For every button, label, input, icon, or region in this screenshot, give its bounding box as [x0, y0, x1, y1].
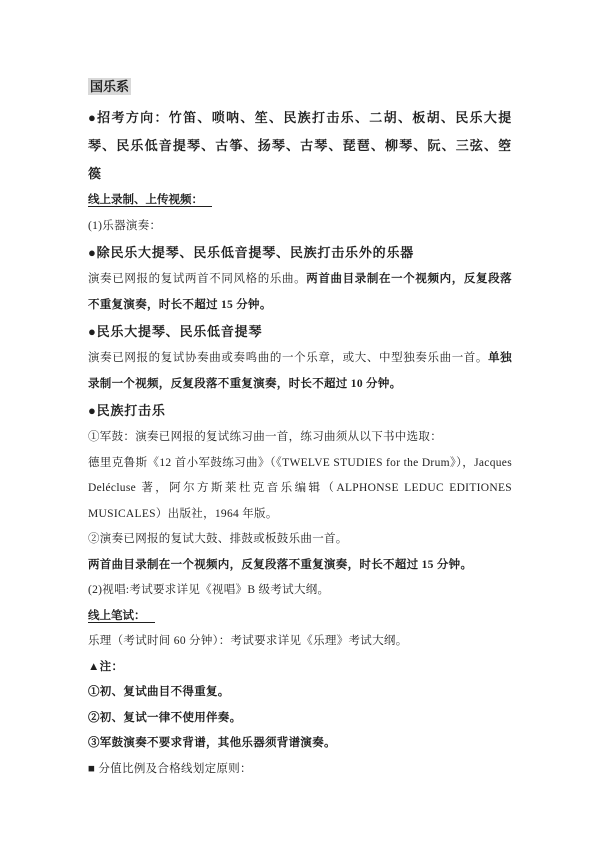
text-run: (2)视唱:考试要求详见《视唱》B 级考试大纲。 — [88, 584, 330, 596]
text-run: ●除民乐大提琴、民乐低音提琴、民族打击乐外的乐器 — [88, 245, 415, 260]
text-run: ①军鼓：演奏已网报的复试练习曲一首，练习曲须从以下书中选取： — [88, 431, 442, 443]
text-run: ●民乐大提琴、民乐低音提琴 — [88, 324, 263, 339]
instrument-performance-item — [88, 214, 512, 240]
text-run: 德里克鲁斯《12 首小军鼓练习曲》（《TWELVE STUDIES for the Drum》），Jacques Delécluse 著，阿尔方斯莱杜克音乐编辑（ALPHONSE LEDUC EDITIONES MUSICALES）出版社，1964 年版。 — [88, 456, 512, 520]
para-cello-bass-requirement — [88, 346, 512, 397]
para-drum-piece — [88, 527, 512, 553]
text-run: ●招考方向：竹笛、唢呐、笙、民族打击乐、二胡、板胡、民乐大提琴、民乐低音提琴、古筝、扬琴、古琴、琵琶、柳琴、阮、三弦、箜篌 — [88, 110, 512, 181]
para-music-theory — [88, 629, 512, 655]
document-body — [88, 104, 512, 782]
text-run: ②初、复试一律不使用伴奏。 — [88, 711, 242, 724]
text-run: 乐理（考试时间 60 分钟）：考试要求详见《乐理》考试大纲。 — [88, 635, 408, 647]
note-2 — [88, 706, 512, 732]
text-run: 两首曲目录制在一个视频内，反复段落不重复演奏，时长不超过 15 分钟。 — [88, 273, 512, 311]
text-run: 单独录制一个视频，反复段落不重复演奏，时长不超过 10 分钟。 — [88, 352, 512, 390]
text-run: 线上笔试： — [88, 610, 155, 623]
para-snare-drum-etude — [88, 425, 512, 451]
text-run: ②演奏已网报的复试大鼓、排鼓或板鼓乐曲一首。 — [88, 533, 348, 545]
para-sight-singing — [88, 578, 512, 604]
para-snare-drum-book — [88, 451, 512, 528]
para-score-ratio — [88, 757, 512, 783]
heading-other-instruments — [88, 239, 512, 267]
text-run: ●民族打击乐 — [88, 403, 166, 418]
text-run: ■ 分值比例及合格线划定原则： — [88, 762, 252, 775]
text-run: 两首曲目录制在一个视频内，反复段落不重复演奏，时长不超过 15 分钟。 — [88, 558, 473, 571]
para-percussion-recording-requirement — [88, 553, 512, 579]
heading-cello-bass — [88, 318, 512, 346]
note-3 — [88, 731, 512, 757]
text-run: 演奏已网报的复试协奏曲或奏鸣曲的一个乐章，或大、中型独奏乐曲一首。 — [88, 352, 489, 364]
heading-percussion — [88, 397, 512, 425]
text-run: ▲注： — [88, 660, 124, 673]
text-run: ①初、复试曲目不得重复。 — [88, 686, 230, 698]
text-run: 演奏已网报的复试两首不同风格的乐曲。 — [88, 273, 307, 285]
text-run: ③军鼓演奏不要求背谱，其他乐器须背谱演奏。 — [88, 737, 336, 749]
online-recording-upload-label — [88, 188, 512, 214]
online-written-test-label — [88, 604, 512, 630]
note-heading — [88, 655, 512, 681]
text-run: (1)乐器演奏： — [88, 219, 162, 232]
title-line — [88, 76, 512, 98]
text-run: 线上录制、上传视频： — [88, 194, 212, 207]
para-other-instruments-requirement — [88, 267, 512, 318]
admission-directions-heading — [88, 104, 512, 188]
page-title: 国乐系 — [90, 79, 130, 94]
note-1 — [88, 680, 512, 706]
